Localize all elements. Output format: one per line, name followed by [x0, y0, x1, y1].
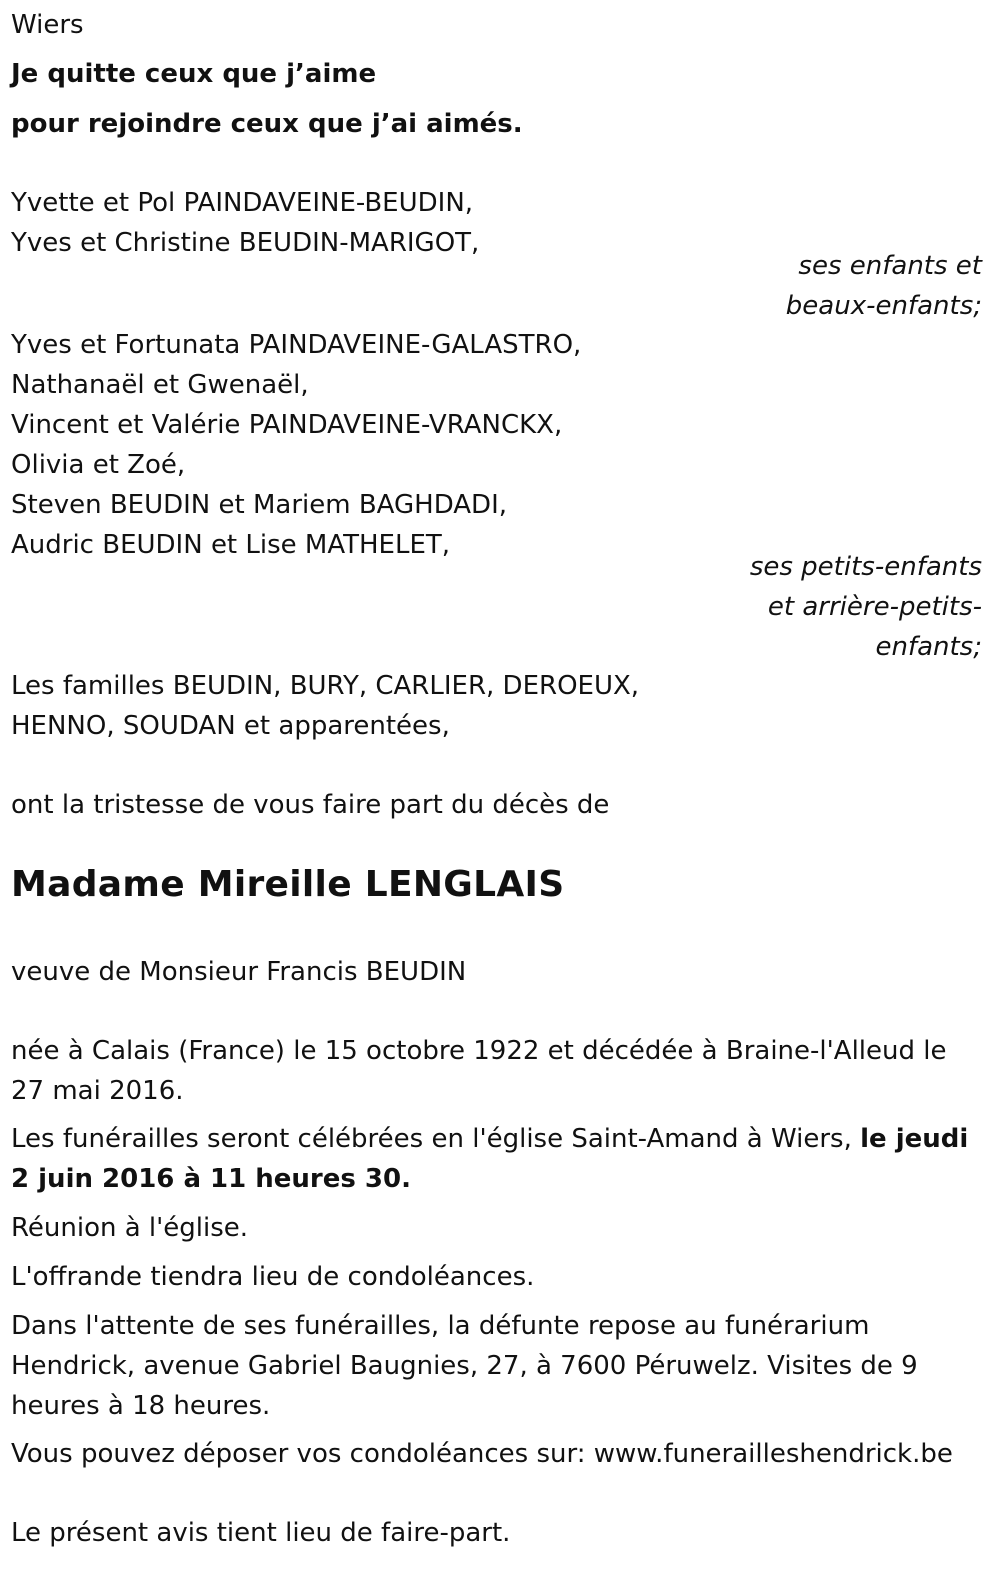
funeral-info [11, 1119, 986, 1199]
child-name: Yves et Christine BEUDIN-MARIGOT, [11, 228, 480, 258]
grandchildren-relation: ses petits-enfants [749, 552, 982, 582]
grandchild-name: Audric BEUDIN et Lise MATHELET, [11, 530, 451, 560]
grandchildren-relation: et arrière-petits- [767, 592, 982, 622]
grandchild-name: Nathanaël et Gwenaël, [11, 370, 309, 400]
grandchild-name: Olivia et Zoé, [11, 450, 186, 480]
children-relation: beaux-enfants; [785, 291, 982, 321]
grandchild-name: Steven BEUDIN et Mariem BAGHDADI, [11, 490, 508, 520]
families-line: Les familles BEUDIN, BURY, CARLIER, DEROEUX, [11, 671, 640, 701]
quote-line-2: pour rejoindre ceux que j’ai aimés. [11, 109, 523, 139]
quote-line-1: Je quitte ceux que j’aime [11, 59, 377, 89]
grandchild-name: Vincent et Valérie PAINDAVEINE-VRANCKX, [11, 410, 563, 440]
grandchild-name: Yves et Fortunata PAINDAVEINE-GALASTRO, [11, 330, 582, 360]
grandchildren-relation: enfants; [875, 632, 982, 662]
funeral-date: le jeudi 2 juin 2016 à 11 heures 30. [11, 1124, 969, 1194]
families-line: HENNO, SOUDAN et apparentées, [11, 711, 450, 741]
deceased-name: Madame Mireille LENGLAIS [11, 864, 565, 905]
footer-note: Le présent avis tient lieu de faire-part. [11, 1518, 511, 1548]
location: Wiers [11, 10, 84, 40]
funeral-text: Les funérailles seront célébrées en l'église Saint-Amand à Wiers, [11, 1124, 861, 1154]
announcement: ont la tristesse de vous faire part du décès de [11, 790, 610, 820]
widow-of: veuve de Monsieur Francis BEUDIN [11, 957, 467, 987]
child-name: Yvette et Pol PAINDAVEINE-BEUDIN, [11, 188, 474, 218]
offering: L'offrande tiendra lieu de condoléances. [11, 1262, 535, 1292]
condolences: Vous pouvez déposer vos condoléances sur: www.funerailleshendrick.be [11, 1439, 953, 1469]
repose: Dans l'attente de ses funérailles, la défunte repose au funérarium Hendrick, avenue Gabriel Baugnies, 27, à 7600 Péruwelz. Visites de 9 heures à 18 heures. [11, 1311, 918, 1421]
birth-death: née à Calais (France) le 15 octobre 1922 et décédée à Braine-l'Alleud le 27 mai 2016. [11, 1036, 947, 1106]
meeting: Réunion à l'église. [11, 1213, 249, 1243]
children-relation: ses enfants et [798, 251, 982, 281]
